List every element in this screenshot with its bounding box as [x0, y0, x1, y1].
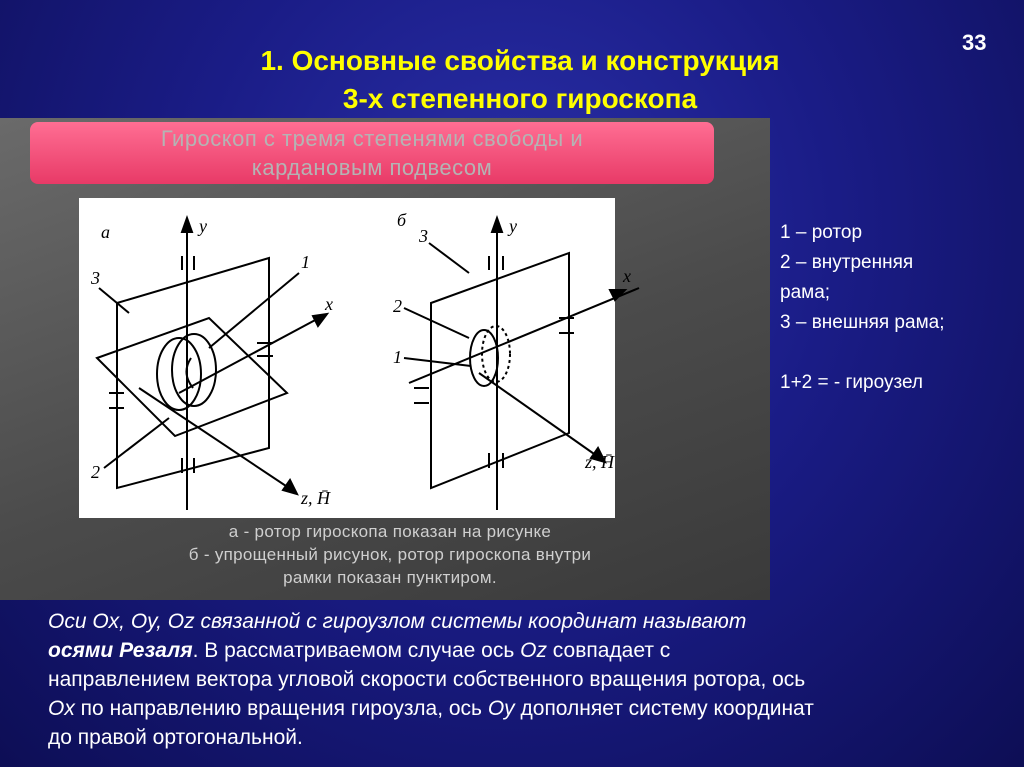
legend-item-outer-frame: 3 – внешняя рама;	[780, 312, 945, 333]
num1-a: 1	[301, 252, 310, 272]
body-line-5: до правой ортогональной.	[48, 726, 303, 749]
rotor-a	[172, 334, 216, 406]
num1-b: 1	[393, 347, 402, 367]
legend-item-rotor: 1 – ротор	[780, 222, 863, 243]
z-label-a: z, H̄	[301, 488, 331, 508]
gyroscope-diagram	[79, 198, 631, 518]
slide-number: 33	[962, 30, 987, 55]
legend	[780, 218, 1020, 398]
x-label-b: x	[623, 266, 631, 286]
body-line-3: направлением вектора угловой скорости собственного вращения ротора, ось	[48, 668, 806, 691]
legend-item-gyro-unit: 1+2 = - гироузел	[780, 372, 923, 393]
outer-frame-a	[117, 258, 269, 488]
banner-line-1: Гироскоп с тремя степенями свободы и	[160, 126, 584, 151]
num3-b: 3	[419, 226, 428, 246]
figure-photo	[0, 118, 770, 600]
label-b: б	[397, 210, 407, 230]
banner-line-2: кардановым подвесом	[251, 155, 493, 180]
body-line-2: осями Резаля. В рассматриваемом случае ось Oz совпадает с	[48, 639, 671, 662]
label-a: а	[101, 222, 110, 242]
caption-line-3: рамки показан пунктиром.	[283, 568, 497, 587]
outer-frame-b	[431, 253, 569, 488]
num2-b: 2	[393, 296, 402, 316]
body-line-4: Ox по направлению вращения гироузла, ось Oy дополняет систему координат	[48, 697, 814, 720]
body-paragraph	[48, 607, 1008, 752]
y-label-b: y	[509, 216, 517, 236]
gyroscope-drawing	[79, 198, 631, 518]
num2-a: 2	[91, 462, 100, 482]
x-axis-b	[409, 288, 639, 383]
num3-a: 3	[91, 268, 100, 288]
y-label-a: y	[199, 216, 207, 236]
legend-item-inner-frame-cont: рама;	[780, 282, 831, 303]
body-line-1: Оси Ox, Oy, Oz связанной с гироузлом системы координат называют	[48, 610, 747, 633]
banner-text	[30, 124, 714, 182]
caption-line-2: б - упрощенный рисунок, ротор гироскопа внутри	[188, 545, 592, 564]
figure-caption	[30, 520, 750, 589]
title-line-1: 1. Основные свойства и конструкция	[260, 45, 780, 76]
legend-item-inner-frame: 2 – внутренняя	[780, 252, 914, 273]
title-line-2: 3-х степенного гироскопа	[342, 83, 698, 114]
resal-axes-term: осями Резаля	[48, 639, 193, 662]
inner-frame-a	[97, 318, 287, 436]
slide-title	[150, 42, 890, 118]
caption-line-1: а - ротор гироскопа показан на рисунке	[228, 522, 552, 541]
x-label-a: x	[325, 294, 333, 314]
z-label-b: z, H̄	[585, 452, 615, 472]
z-axis-a	[139, 388, 289, 488]
